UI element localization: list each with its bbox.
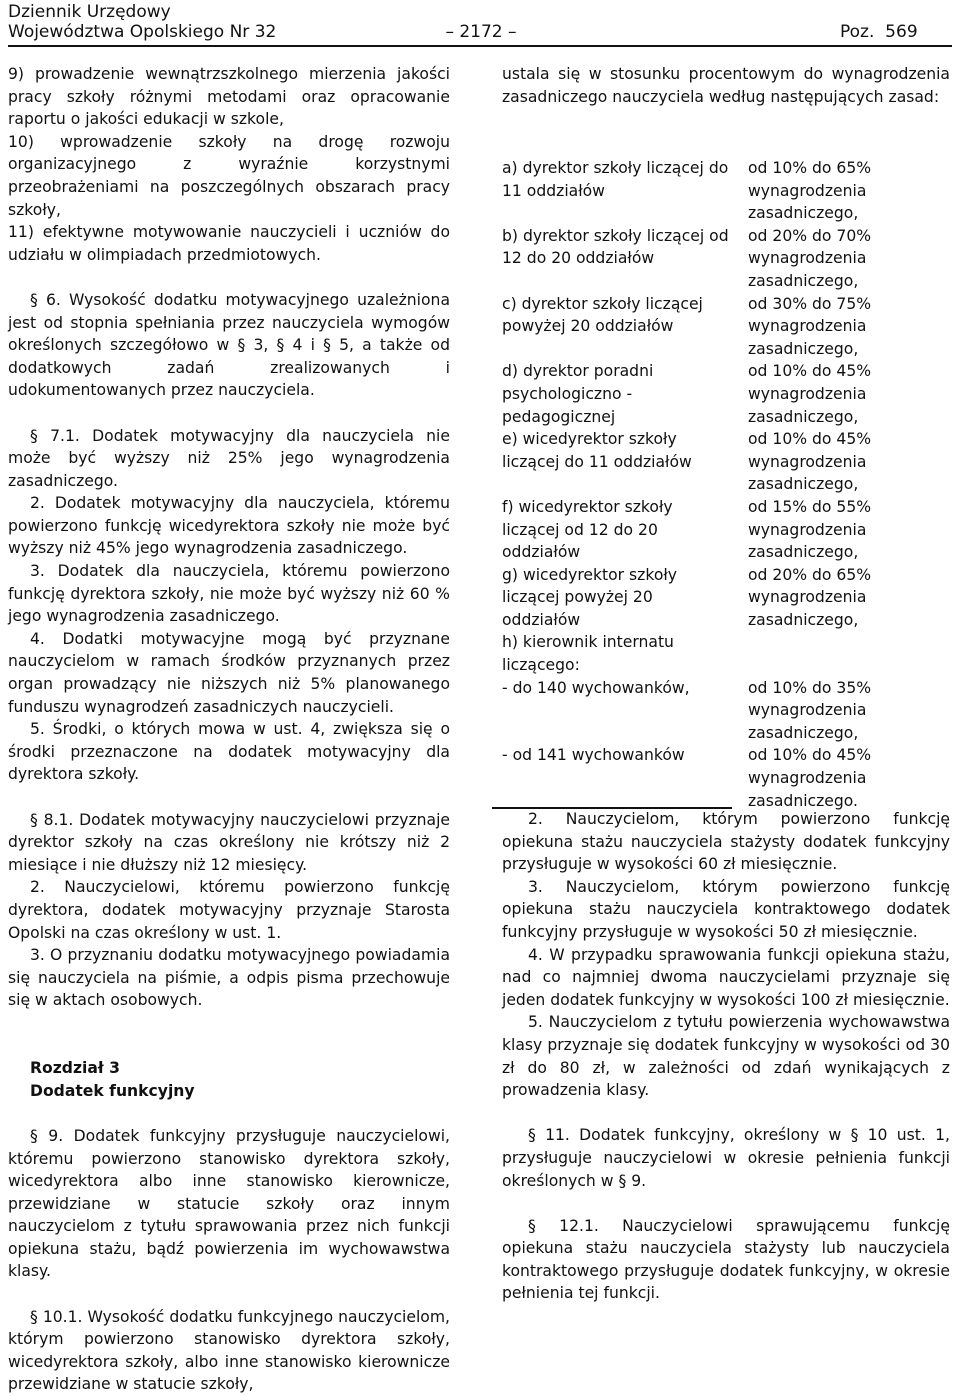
page-number: – 2172 – [445, 22, 517, 42]
right-paragraph-4: 4. W przypadku sprawowania funkcji opiekuna stażu, nad co najmniej dwoma nauczycielami przyznaje się jeden dodatek funkcyjny w wysokości 100 zł miesięcznie. [502, 945, 950, 1009]
journal-title: Dziennik Urzędowy [8, 2, 171, 22]
chapter-title: Dodatek funkcyjny [30, 1081, 195, 1100]
section-6: § 6. Wysokość dodatku motywacyjnego uzależniona jest od stopnia spełniania przez nauczyciela wymogów określonych szczegółowo w § 3, § 4 i § 5, a także od dodatkowych zadań zrealizowanych i udokumentowanych przez nauczyciela. [8, 290, 450, 400]
intro-text: ustala się w stosunku procentowym do wynagrodzenia zasadniczego nauczyciela według następujących zasad: [502, 65, 950, 106]
table-row [502, 677, 948, 745]
position-number: Poz. 569 [840, 22, 918, 42]
table-row [502, 360, 948, 428]
table-row [502, 428, 948, 496]
position-cell: g) wicedyrektor szkoły liczącej powyżej 20 oddziałów [502, 565, 678, 629]
position-cell: - do 140 wychowanków, [502, 678, 690, 697]
section-7-5: 5. Środki, o których mowa w ust. 4, zwiększa się o środki przeznaczone na dodatek motywacyjny dla dyrektora szkoły. [8, 720, 450, 784]
percentage-cell: od 15% do 55% wynagrodzenia zasadniczego, [748, 497, 872, 562]
percentage-cell: od 20% do 70% wynagrodzenia zasadniczego, [748, 226, 872, 290]
percentage-cell: od 10% do 45% wynagrodzenia zasadniczego, [748, 430, 872, 494]
table-row [502, 496, 948, 564]
percentage-cell: od 10% do 65% wynagrodzenia zasadniczego, [748, 159, 872, 223]
allowance-table [502, 157, 948, 812]
table-row [502, 564, 948, 632]
percentage-cell: od 10% do 45% wynagrodzenia zasadniczego, [748, 362, 872, 426]
right-paragraph-3: 3. Nauczycielom, którym powierzono funkcję opiekuna stażu nauczyciela kontraktowego dodatek funkcyjny przysługuje w wysokości 50 zł miesięcznie. [502, 877, 950, 941]
percentage-cell: od 10% do 45% wynagrodzenia zasadniczego. [748, 746, 872, 810]
position-cell: - od 141 wychowanków [502, 746, 685, 765]
position-cell: f) wicedyrektor szkoły liczącej od 12 do 20 oddziałów [502, 497, 673, 562]
paragraph-9: 9) prowadzenie wewnątrzszkolnego mierzenia jakości pracy szkoły różnymi metodami oraz opracowanie raportu o jakości edukacji w szkole, [8, 65, 450, 129]
position-cell: c) dyrektor szkoły liczącej powyżej 20 oddziałów [502, 294, 703, 336]
right-column-body [502, 808, 950, 1305]
header-rule [8, 45, 952, 47]
position-cell: h) kierownik internatu liczącego: [502, 633, 674, 675]
section-11: § 11. Dodatek funkcyjny, określony w § 10 ust. 1, przysługuje nauczycielowi w okresie pełnienia funkcji określonych w § 9. [502, 1126, 950, 1190]
paragraph-11: 11) efektywne motywowanie nauczycieli i uczniów do udziału w olimpiadach przedmiotowych. [8, 223, 450, 264]
position-cell: e) wicedyrektor szkoły liczącej do 11 oddziałów [502, 430, 692, 471]
section-9: § 9. Dodatek funkcyjny przysługuje nauczycielowi, któremu powierzono stanowisko dyrektora szkoły, wicedyrektora albo inne stanowisko kierownicze, przewidziane w statucie szkoły oraz innym nauczycielom z tytułu sprawowania przez nich funkcji opiekuna stażu, bądź powierzenia im wychowawstwa klasy. [8, 1126, 450, 1281]
percentage-cell: od 20% do 65% wynagrodzenia zasadniczego, [748, 565, 872, 629]
position-cell: b) dyrektor szkoły liczącej od 12 do 20 oddziałów [502, 226, 729, 268]
table-row [502, 225, 948, 293]
section-7-2: 2. Dodatek motywacyjny dla nauczyciela, któremu powierzono funkcję wicedyrektora szkoły nie może być wyższy niż 45% jego wynagrodzenia zasadniczego. [8, 494, 450, 558]
position-cell: d) dyrektor poradni psychologiczno - pedagogicznej [502, 362, 654, 426]
right-column-intro [502, 63, 950, 108]
section-8-2: 2. Nauczycielowi, któremu powierzono funkcję dyrektora, dodatek motywacyjny przyznaje Starosta Opolski na czas określony w ust. 1. [8, 878, 450, 942]
table-row [502, 631, 948, 676]
table-row [502, 744, 948, 812]
table-row [502, 157, 948, 225]
journal-issue: Województwa Opolskiego Nr 32 [8, 22, 277, 42]
percentage-cell [748, 631, 948, 676]
position-cell: a) dyrektor szkoły liczącej do 11 oddziałów [502, 159, 729, 200]
right-paragraph-2: 2. Nauczycielom, którym powierzono funkcję opiekuna stażu nauczyciela stażysty dodatek funkcyjny przysługuje w wysokości 60 zł miesięcznie. [502, 810, 950, 874]
section-12-1: § 12.1. Nauczycielowi sprawującemu funkcję opiekuna stażu nauczyciela stażysty lub nauczyciela kontraktowego przysługuje dodatek funkcyjny, w okresie pełnienia tej funkcji. [502, 1216, 950, 1303]
section-8-1: § 8.1. Dodatek motywacyjny nauczycielowi przyznaje dyrektor szkoły na czas określony nie krótszy niż 2 miesiące i nie dłuższy niż 12 miesięcy. [8, 810, 450, 874]
section-10-1: § 10.1. Wysokość dodatku funkcyjnego nauczycielom, którym powierzono stanowisko dyrektora szkoły, wicedyrektora szkoły, albo inne stanowisko kierownicze przewidziane w statucie szkoły, [8, 1307, 450, 1394]
section-7-1: § 7.1. Dodatek motywacyjny dla nauczyciela nie może być wyższy niż 25% jego wynagrodzenia zasadniczego. [8, 426, 450, 490]
paragraph-10: 10) wprowadzenie szkoły na drogę rozwoju organizacyjnego z wyraźnie korzystnymi przeobrażeniami na poszczególnych obszarach pracy szkoły, [8, 132, 450, 219]
section-7-3: 3. Dodatek dla nauczyciela, któremu powierzono funkcję dyrektora szkoły, nie może być wyższy niż 60 % jego wynagrodzenia zasadniczego. [8, 562, 450, 626]
section-8-3: 3. O przyznaniu dodatku motywacyjnego powiadamia się nauczyciela na piśmie, a odpis pisma przechowuje się w aktach osobowych. [8, 946, 450, 1010]
percentage-cell: od 30% do 75% wynagrodzenia zasadniczego, [748, 294, 872, 358]
left-column [8, 63, 450, 1396]
table-row [502, 293, 948, 361]
percentage-cell: od 10% do 35% wynagrodzenia zasadniczego, [748, 678, 872, 742]
right-paragraph-5: 5. Nauczycielom z tytułu powierzenia wychowawstwa klasy przyznaje się dodatek funkcyjny w wysokości od 30 zł do 80 zł, w zależności od zdań wynikających z prowadzenia klasy. [502, 1013, 950, 1100]
section-7-4: 4. Dodatki motywacyjne mogą być przyznane nauczycielom w ramach środków przyznanych przez organ prowadzący nie niższych niż 5% planowanego funduszu wynagrodzeń zasadniczych nauczycieli. [8, 629, 450, 716]
chapter-number: Rozdział 3 [30, 1059, 120, 1078]
